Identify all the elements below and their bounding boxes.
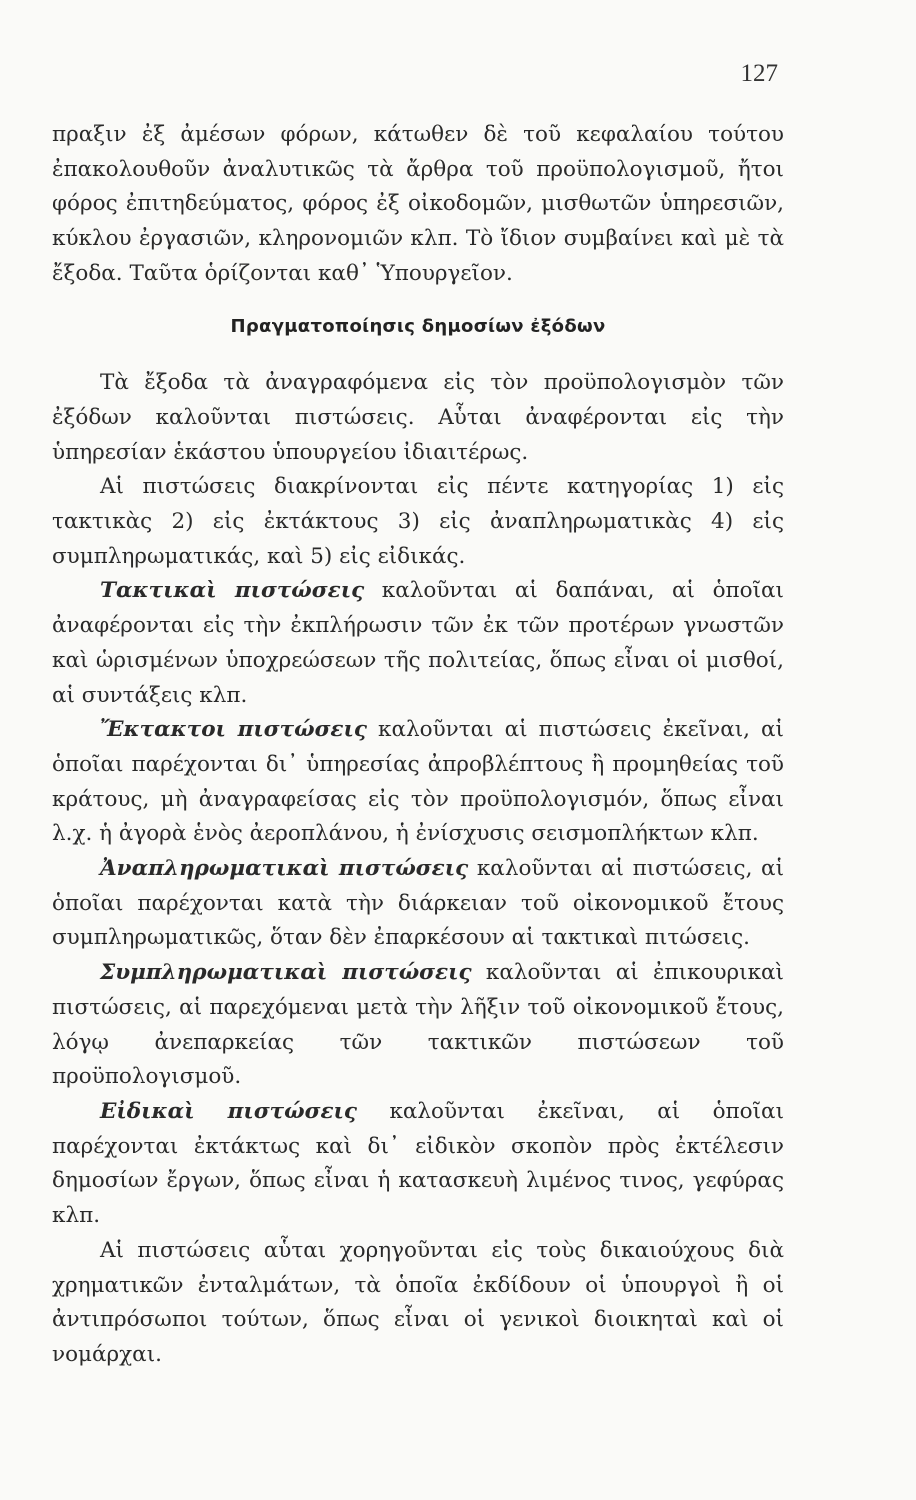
paragraph-supplementary-credits [52, 956, 784, 1095]
term-special-credits: Εἰδικαὶ πιστώσεις [100, 1098, 358, 1124]
paragraph-extraordinary-credits [52, 713, 784, 852]
paragraph-credit-disbursement: Αἱ πιστώσεις αὗται χορηγοῦνται εἰς τοὺς δικαιούχους διὰ χρηματικῶν ἐνταλμάτων, τὰ ὁποῖα ἐκδίδουν οἱ ὑπουργοὶ ἢ οἱ ἀντιπρόσωποι τούτων, ὅπως εἶναι οἱ γενικοὶ διοικηταὶ καὶ οἱ νομάρχαι. [52, 1237, 784, 1367]
term-extraordinary-credits: Ἔκτακτοι πιστώσεις [100, 717, 367, 743]
paragraph-replenishment-credits [52, 852, 784, 956]
paragraph-special-credits [52, 1095, 784, 1234]
paragraph-credits-categories: Αἱ πιστώσεις διακρίνονται εἰς πέντε κατηγορίας 1) εἰς τακτικὰς 2) εἰς ἐκτάκτους 3) εἰς ἀναπληρωματικὰς 4) εἰς συμπληρωματικάς, καὶ 5) εἰς εἰδικάς. [52, 474, 784, 569]
body-text [52, 118, 784, 1373]
page-number: 127 [740, 60, 778, 87]
term-supplementary-credits: Συμπληρωματικαὶ πιστώσεις [100, 960, 472, 986]
intro-paragraph: πραξιν ἐξ ἀμέσων φόρων, κάτωθεν δὲ τοῦ κεφαλαίου τούτου ἐπακολουθοῦν ἀναλυτικῶς τὰ ἄρθρα τοῦ προϋπολογισμοῦ, ἤτοι φόρος ἐπιτηδεύματος, φόρος ἐξ οἰκοδομῶν, μισθωτῶν ὑπηρεσιῶν, κύκλου ἐργασιῶν, κληρονομιῶν κλπ. Τὸ ἴδιον συμβαίνει καὶ μὲ τὰ ἔξοδα. Ταῦτα ὁρίζονται καθ᾽ Ὑπουργεῖον. [52, 122, 784, 286]
paragraph-credits-definition: Τὰ ἔξοδα τὰ ἀναγραφόμενα εἰς τὸν προϋπολογισμὸν τῶν ἐξόδων καλοῦνται πιστώσεις. Αὗται ἀναφέρονται εἰς τὴν ὑπηρεσίαν ἑκάστου ὑπουργείου ἰδιαιτέρως. [52, 370, 784, 465]
regular-credits-text: καλοῦνται αἱ δαπάναι, αἱ ὁποῖαι ἀναφέρονται εἰς τὴν ἐκπλήρωσιν τῶν ἐκ τῶν προτέρων γνωστῶν καὶ ὡρισμένων ὑποχρεώσεων τῆς πολιτείας, ὅπως εἶναι οἱ μισθοί, αἱ συντάξεις κλπ. [52, 578, 784, 708]
term-regular-credits: Τακτικαὶ πιστώσεις [100, 578, 365, 604]
term-replenishment-credits: Ἀναπληρωματικαὶ πιστώσεις [100, 856, 469, 882]
extraordinary-credits-text: καλοῦνται αἱ πιστώσεις ἐκεῖναι, αἱ ὁποῖαι παρέχονται δι᾽ ὑπηρεσίας ἀπροβλέπτους ἢ προμηθείας τοῦ κράτους, μὴ ἀναγραφείσας εἰς τὸν προϋπολογισμόν, ὅπως εἶναι λ.χ. ἡ ἀγορὰ ἑνὸς ἀεροπλάνου, ἡ ἐνίσχυσις σεισμοπλήκτων κλπ. [52, 717, 784, 847]
supplementary-credits-text: καλοῦνται αἱ ἐπικουρικαὶ πιστώσεις, αἱ παρεχόμεναι μετὰ τὴν λῆξιν τοῦ οἰκονομικοῦ ἔτους, λόγῳ ἀνεπαρκείας τῶν τακτικῶν πιστώσεων τοῦ προϋπολογισμοῦ. [52, 960, 784, 1090]
section-heading: Πραγματοποίησις δημοσίων ἐξόδων [230, 315, 606, 337]
replenishment-credits-text: καλοῦνται αἱ πιστώσεις, αἱ ὁποῖαι παρέχονται κατὰ τὴν διάρκειαν τοῦ οἰκονομικοῦ ἔτους συμπληρωματικῶς, ὅταν δὲν ἐπαρκέσουν αἱ τακτικαὶ πιτώσεις. [52, 856, 784, 951]
paragraph-regular-credits [52, 574, 784, 713]
special-credits-text: καλοῦνται ἐκεῖναι, αἱ ὁποῖαι παρέχονται ἐκτάκτως καὶ δι᾽ εἰδικὸν σκοπὸν πρὸς ἐκτέλεσιν δημοσίων ἔργων, ὅπως εἶναι ἡ κατασκευὴ λιμένος τινος, γεφύρας κλπ. [52, 1098, 784, 1229]
